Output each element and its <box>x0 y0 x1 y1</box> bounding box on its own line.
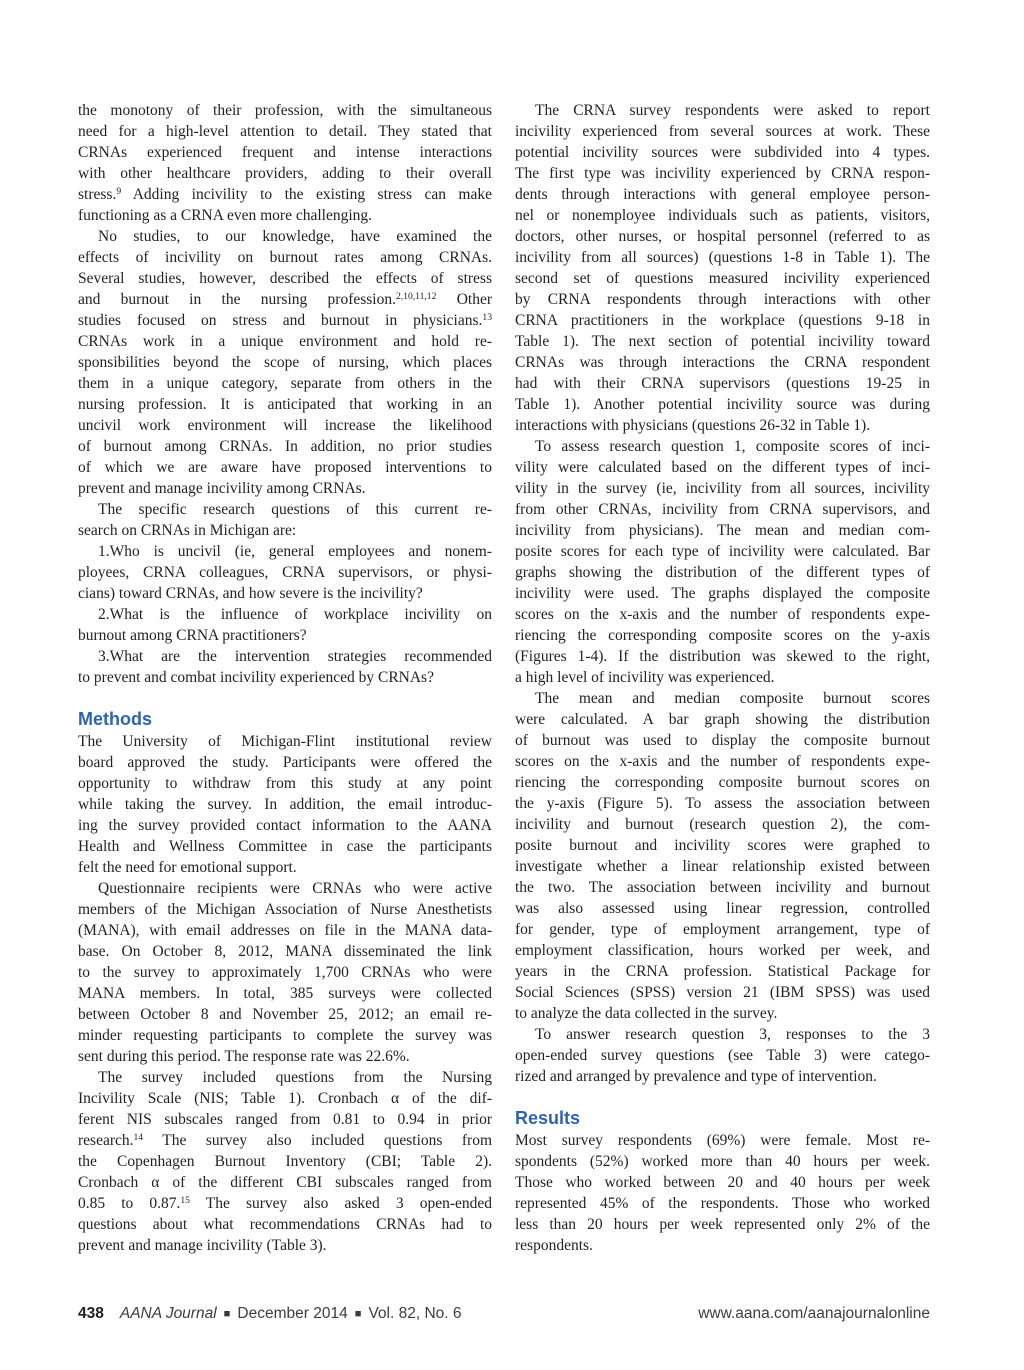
text-line: The first type was incivility experienced by CRNA respon- <box>515 165 930 182</box>
text-run: The survey also included questions from <box>143 1132 492 1149</box>
text-line: the y-axis (Figure 5). To assess the association between <box>515 795 930 812</box>
citation-superscript: 13 <box>482 312 492 324</box>
text-line: the monotony of their profession, with the simultaneous <box>78 102 492 119</box>
text-run: 0.85 to 0.87. <box>78 1195 181 1212</box>
left-column <box>78 100 492 1256</box>
text-line: second set of questions measured incivility experienced <box>515 270 930 287</box>
paragraph <box>515 1024 930 1087</box>
footer-separator: ■ <box>223 1308 231 1320</box>
text-line: board approved the study. Participants were offered the <box>78 754 492 771</box>
text-line: the two. The association between incivility and burnout <box>515 879 930 896</box>
text-line: 3.What are the intervention strategies recommended <box>98 648 492 665</box>
text-line: Social Sciences (SPSS) version 21 (IBM SPSS) was used <box>515 984 930 1001</box>
text-line: Health and Wellness Committee in case the participants <box>78 838 492 855</box>
text-line: from other CRNAs, incivility from CRNA supervisors, and <box>515 501 930 518</box>
text-line: years in the CRNA profession. Statistical Package for <box>515 963 930 980</box>
text-line: nel or nonemployee individuals such as patients, visitors, <box>515 207 930 224</box>
text-run: studies focused on stress and burnout in physicians. <box>78 312 483 329</box>
text-line <box>78 184 492 205</box>
text-line: between October 8 and November 25, 2012; an email re- <box>78 1006 492 1023</box>
text-line: Incivility Scale (NIS; Table 1). Cronbach α of the dif- <box>78 1090 492 1107</box>
text-line: effects of incivility on burnout rates among CRNAs. <box>78 249 492 266</box>
text-run: The survey also asked 3 open-ended <box>189 1195 492 1212</box>
paragraph <box>78 731 492 878</box>
journal-url: www.aana.com/aanajournalonline <box>698 1305 930 1322</box>
text-line: for gender, type of employment arrangement, type of <box>515 921 930 938</box>
text-line: had with their CRNA supervisors (questions 19-25 in <box>515 375 930 392</box>
text-line: members of the Michigan Association of Nurse Anesthetists <box>78 901 492 918</box>
text-line: of burnout among CRNAs. In addition, no prior studies <box>78 438 492 455</box>
paragraph <box>515 436 930 688</box>
text-line: rized and arranged by prevalence and type of intervention. <box>515 1068 877 1085</box>
footer-citation <box>78 1304 462 1325</box>
text-line: ferent NIS subscales ranged from 0.81 to 0.94 in prior <box>78 1111 492 1128</box>
paragraph <box>78 1067 492 1256</box>
text-run: and burnout in the nursing profession. <box>78 291 396 308</box>
text-line: incivility and burnout (research question 2), the com- <box>515 816 930 833</box>
text-line: 2.What is the influence of workplace incivility on <box>98 606 492 623</box>
text-run: Adding incivility to the existing stress can make <box>121 186 492 203</box>
text-line: prevent and manage incivility (Table 3). <box>78 1237 327 1254</box>
text-line: Cronbach α of the different CBI subscales ranged from <box>78 1174 492 1191</box>
text-line: questions about what recommendations CRNAs had to <box>78 1216 492 1233</box>
text-line: scores on the x-axis and the number of respondents expe- <box>515 606 930 623</box>
text-line: 1.Who is uncivil (ie, general employees and nonem- <box>98 543 492 560</box>
text-line: by CRNA respondents through interactions with other <box>515 291 930 308</box>
text-line <box>78 1130 492 1151</box>
text-line: nursing profession. It is anticipated that working in an <box>78 396 492 413</box>
text-line: vility in the survey (ie, incivility from all sources, incivility <box>515 480 930 497</box>
journal-name: AANA Journal <box>119 1305 217 1322</box>
text-line: was also assessed using linear regression, controlled <box>515 900 930 917</box>
page-footer <box>78 1304 930 1324</box>
text-line: to the survey to approximately 1,700 CRNAs who were <box>78 964 492 981</box>
text-line: to prevent and combat incivility experienced by CRNAs? <box>78 669 434 686</box>
text-line: Most survey respondents (69%) were female. Most re- <box>515 1132 930 1149</box>
text-line: No studies, to our knowledge, have examined the <box>98 228 492 245</box>
text-line: sent during this period. The response rate was 22.6%. <box>78 1048 410 1065</box>
text-line: of burnout was used to display the composite burnout <box>515 732 930 749</box>
text-line: ployees, CRNA colleagues, CRNA supervisors, or physi- <box>78 564 492 581</box>
paragraph <box>78 100 492 226</box>
text-line: them in a unique category, separate from others in the <box>78 375 492 392</box>
research-question <box>78 646 492 688</box>
text-line: To answer research question 3, responses to the 3 <box>535 1026 930 1043</box>
text-line: The mean and median composite burnout scores <box>535 690 930 707</box>
text-run: research. <box>78 1132 134 1149</box>
text-line: riencing the corresponding composite scores on the y-axis <box>515 627 930 644</box>
text-line: incivility experienced from several sources at work. These <box>515 123 930 140</box>
text-line: (Figures 1-4). If the distribution was skewed to the right, <box>515 648 930 665</box>
text-line <box>78 310 492 331</box>
text-line: minder requesting participants to complete the survey was <box>78 1027 492 1044</box>
text-line <box>78 1193 492 1214</box>
text-line: potential incivility sources were subdivided into 4 types. <box>515 144 930 161</box>
text-line: opportunity to withdraw from this study at any point <box>78 775 492 792</box>
text-line: functioning as a CRNA even more challenging. <box>78 207 373 224</box>
text-run: Other <box>436 291 492 308</box>
citation-superscript: 9 <box>116 186 122 198</box>
research-question <box>78 541 492 604</box>
text-line: The specific research questions of this current re- <box>98 501 492 518</box>
text-line: MANA members. In total, 385 surveys were collected <box>78 985 492 1002</box>
paragraph <box>78 226 492 499</box>
text-line: vility were calculated based on the different types of inci- <box>515 459 930 476</box>
text-line: cians) toward CRNAs, and how severe is the incivility? <box>78 585 423 602</box>
text-line: CRNA practitioners in the workplace (questions 9-18 in <box>515 312 930 329</box>
text-line: the Copenhagen Burnout Inventory (CBI; Table 2). <box>78 1153 492 1170</box>
text-line: felt the need for emotional support. <box>78 859 297 876</box>
volume-issue: Vol. 82, No. 6 <box>368 1305 462 1322</box>
text-line: incivility were used. The graphs displayed the composite <box>515 585 930 602</box>
text-line: while taking the survey. In addition, the email introduc- <box>78 796 492 813</box>
text-line: riencing the corresponding composite burnout scores on <box>515 774 930 791</box>
text-line: The University of Michigan-Flint institutional review <box>78 733 492 750</box>
footer-separator: ■ <box>354 1308 362 1320</box>
text-line: dents through interactions with general employee person- <box>515 186 930 203</box>
text-line: represented 45% of the respondents. Those who worked <box>515 1195 930 1212</box>
citation-superscript: 14 <box>133 1132 144 1144</box>
text-line: (MANA), with email addresses on file in the MANA data- <box>78 922 492 939</box>
text-line: Those who worked between 20 and 40 hours per week <box>515 1174 930 1191</box>
text-line: Questionnaire recipients were CRNAs who were active <box>98 880 492 897</box>
text-run: stress. <box>78 186 117 203</box>
text-line <box>78 289 492 310</box>
text-line: less than 20 hours per week represented only 2% of the <box>515 1216 930 1233</box>
text-line: The survey included questions from the Nursing <box>98 1069 492 1086</box>
text-line: employment classification, hours worked per week, and <box>515 942 930 959</box>
page-number: 438 <box>78 1305 104 1322</box>
paragraph <box>78 499 492 541</box>
text-line: prevent and manage incivility among CRNAs. <box>78 480 366 497</box>
paragraph <box>515 688 930 1024</box>
text-line: Table 1). Another potential incivility source was during <box>515 396 930 413</box>
citation-superscript: 2,10,11,12 <box>395 291 437 303</box>
paragraph <box>515 1130 930 1256</box>
text-line: spondents (52%) worked more than 40 hours per week. <box>515 1153 930 1170</box>
research-question <box>78 604 492 646</box>
text-line: doctors, other nurses, or hospital personnel (referred to as <box>515 228 930 245</box>
text-line: were calculated. A bar graph showing the distribution <box>515 711 930 728</box>
text-line: of which we are aware have proposed interventions to <box>78 459 492 476</box>
text-line: a high level of incivility was experienced. <box>515 669 775 686</box>
text-line: Several studies, however, described the effects of stress <box>78 270 492 287</box>
text-line: graphs showing the distribution of the different types of <box>515 564 930 581</box>
text-line: To assess research question 1, composite scores of inci- <box>535 438 930 455</box>
text-line: burnout among CRNA practitioners? <box>78 627 307 644</box>
text-line: posite scores for each type of incivility were calculated. Bar <box>515 543 930 560</box>
text-line: search on CRNAs in Michigan are: <box>78 522 297 539</box>
text-line: respondents. <box>515 1237 593 1254</box>
text-line: posite burnout and incivility scores were graphed to <box>515 837 930 854</box>
text-line: base. On October 8, 2012, MANA disseminated the link <box>78 943 492 960</box>
text-line: CRNAs work in a unique environment and hold re- <box>78 333 492 350</box>
text-line: Table 1). The next section of potential incivility toward <box>515 333 930 350</box>
text-line: sponsibilities beyond the scope of nursing, which places <box>78 354 492 371</box>
section-heading-methods: Methods <box>78 709 152 729</box>
text-line: interactions with physicians (questions 26-32 in Table 1). <box>515 417 871 434</box>
text-line: investigate whether a linear relationship existed between <box>515 858 930 875</box>
paragraph <box>515 100 930 436</box>
text-line: with other healthcare providers, adding to their overall <box>78 165 492 182</box>
section-heading-results: Results <box>515 1108 581 1128</box>
paragraph <box>78 878 492 1067</box>
text-line: to analyze the data collected in the survey. <box>515 1005 778 1022</box>
right-column <box>515 100 930 1256</box>
text-line: CRNAs experienced frequent and intense interactions <box>78 144 492 161</box>
text-line: CRNAs was through interactions the CRNA respondent <box>515 354 930 371</box>
citation-superscript: 15 <box>180 1195 190 1207</box>
text-line: The CRNA survey respondents were asked to report <box>535 102 930 119</box>
issue-date: December 2014 <box>237 1305 348 1322</box>
text-line: uncivil work environment will increase the likelihood <box>78 417 492 434</box>
text-line: incivility from all sources) (questions 1-8 in Table 1). The <box>515 249 930 266</box>
text-line: open-ended survey questions (see Table 3) were catego- <box>515 1047 930 1064</box>
text-line: ing the survey provided contact information to the AANA <box>78 817 492 834</box>
text-line: need for a high-level attention to detail. They stated that <box>78 123 492 140</box>
text-line: incivility from physicians). The mean and median com- <box>515 522 930 539</box>
text-line: scores on the x-axis and the number of respondents expe- <box>515 753 930 770</box>
